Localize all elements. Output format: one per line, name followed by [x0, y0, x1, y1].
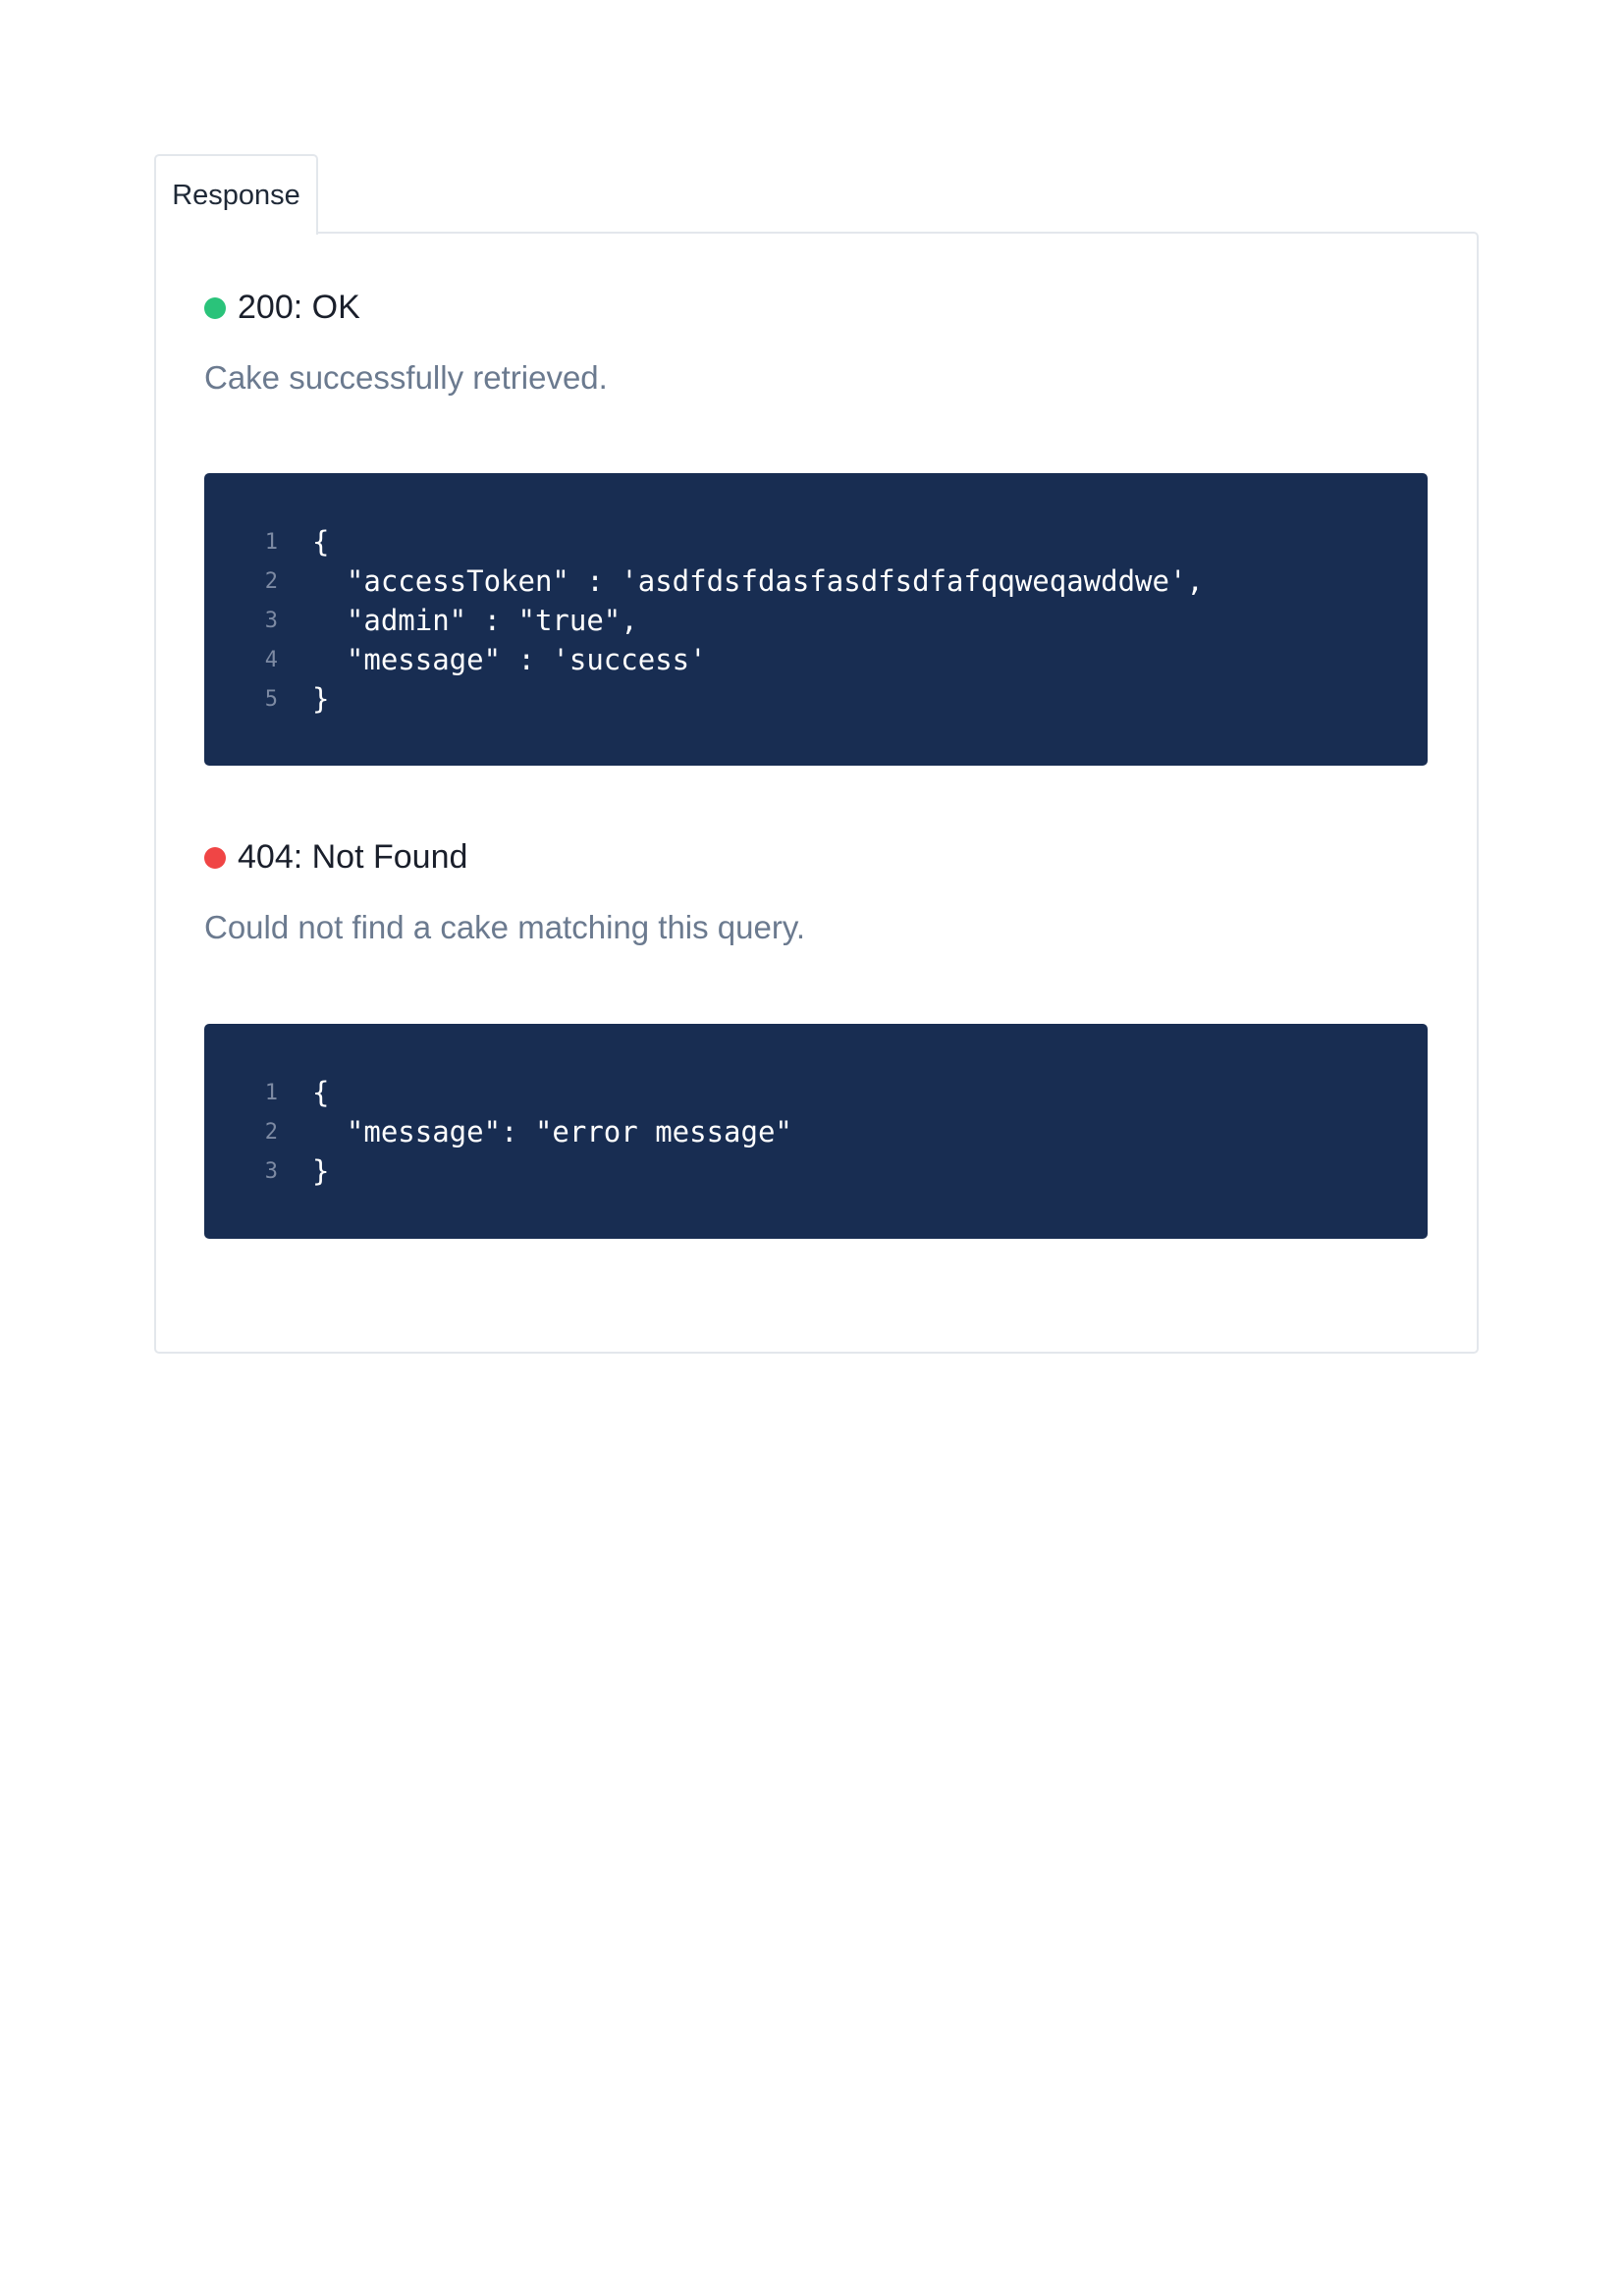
- line-content: "message": "error message": [312, 1115, 792, 1148]
- code-line: [204, 640, 1428, 679]
- line-content: }: [312, 1154, 330, 1188]
- line-number: 1: [264, 1080, 278, 1105]
- line-number: 1: [264, 529, 278, 555]
- line-content: "admin" : "true",: [312, 604, 638, 637]
- code-line: [204, 1112, 1428, 1151]
- code-line: [204, 522, 1428, 561]
- code-block-200: [204, 473, 1428, 766]
- code-line: [204, 1151, 1428, 1191]
- status-404-description: Could not find a cake matching this query.: [204, 909, 806, 945]
- line-content: "message" : 'success': [312, 643, 707, 676]
- code-line: [204, 561, 1428, 601]
- status-200: [204, 289, 360, 327]
- line-number: 5: [264, 686, 278, 712]
- line-content: "accessToken" : 'asdfdsfdasfasdfsdfafqqweqawddwe',: [312, 564, 1204, 598]
- code-line: [204, 1073, 1428, 1112]
- line-number: 3: [264, 1158, 278, 1184]
- line-content: {: [312, 525, 330, 559]
- line-number: 2: [264, 1119, 278, 1145]
- status-200-description: Cake successfully retrieved.: [204, 359, 608, 396]
- status-success-dot-icon: [204, 297, 226, 319]
- code-line: [204, 601, 1428, 640]
- line-content: {: [312, 1076, 330, 1109]
- tab-response-label: Response: [172, 179, 300, 211]
- line-number: 2: [264, 568, 278, 594]
- tab-response[interactable]: [154, 154, 318, 235]
- status-404-label: 404: Not Found: [238, 838, 468, 876]
- line-number: 4: [264, 647, 278, 672]
- code-block-404: [204, 1024, 1428, 1239]
- code-line: [204, 679, 1428, 719]
- status-200-label: 200: OK: [238, 289, 360, 326]
- status-error-dot-icon: [204, 847, 226, 869]
- status-404: [204, 838, 467, 877]
- line-number: 3: [264, 608, 278, 633]
- line-content: }: [312, 682, 330, 716]
